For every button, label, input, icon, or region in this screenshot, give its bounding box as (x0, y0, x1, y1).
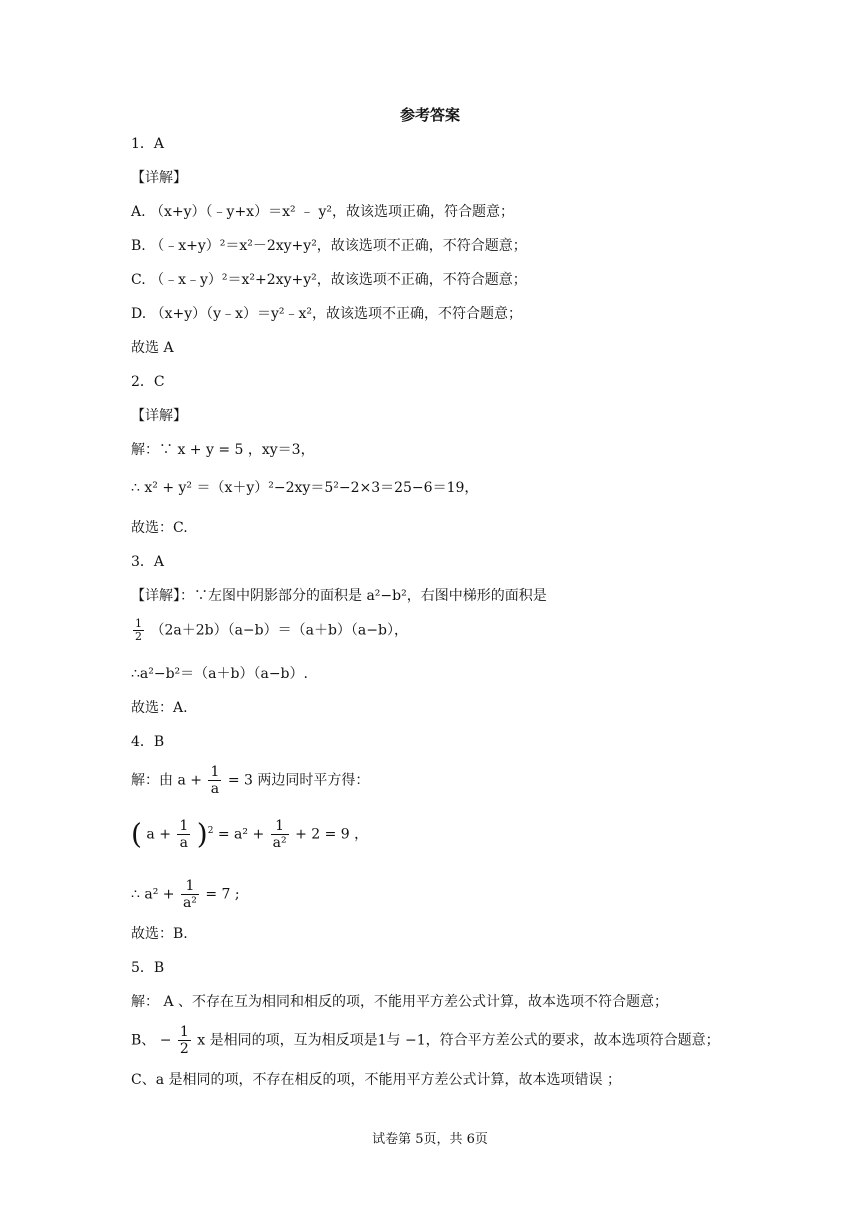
q4-fraction-2: $\frac{1}{a}$ (179, 818, 189, 851)
q4-conclusion: 故选：B. (131, 926, 188, 942)
q4-line-1 (131, 764, 369, 797)
q1-option-c: C. （﹣x﹣y）²＝x²+2xy+y²，故该选项不正确，不符合题意； (131, 272, 527, 288)
q4-answer: 4．B (131, 734, 165, 750)
q1-detail-label: 【详解】 (131, 170, 187, 186)
q2-line-1: 解：∵ x + y = 5 ，xy＝3， (131, 442, 315, 458)
q5-fraction: $\frac{1}{2}$ (179, 1024, 189, 1057)
q4-left-paren: ( (131, 817, 142, 851)
q3-line-2 (131, 618, 408, 643)
q4-line-1-post: = 3 两边同时平方得： (227, 772, 370, 789)
q3-line-1: 【详解】：∵左图中阴影部分的面积是 a²−b²，右图中梯形的面积是 (131, 588, 547, 604)
q4-line-3-end: = 7 ; (205, 886, 240, 903)
q4-line-3-pre: ∴ a² + (131, 886, 175, 903)
q4-line-2-end: + 2 = 9 ， (295, 826, 369, 843)
q4-line-1-pre: 解：由 a + (131, 772, 202, 789)
q1-option-a: A. （x+y）（﹣y+x）＝x² ﹣ y²，故该选项正确，符合题意； (131, 204, 515, 220)
q4-line-2-a: a + (146, 826, 171, 843)
q4-line-2-mid: = a² + (217, 826, 265, 843)
q5-line-3: C、a 是相同的项，不存在相反的项，不能用平方差公式计算，故本选项错误 ； (131, 1072, 621, 1088)
q4-fraction-1: $\frac{1}{a}$ (210, 764, 220, 797)
q3-fraction: $\frac{1}{2}$ (135, 617, 142, 643)
q5-line-1: 解： A 、不存在互为相同和相反的项，不能用平方差公式计算，故本选项不符合题意； (131, 994, 669, 1010)
q2-answer: 2．C (131, 374, 165, 390)
q4-exponent: 2 (207, 825, 214, 836)
q4-right-paren: ) (196, 817, 208, 851)
q2-conclusion: 故选：C. (131, 520, 188, 536)
q4-line-3 (131, 878, 240, 911)
q2-line-2: ∴ x² + y² ＝（x＋y）²−2xy＝5²−2×3＝25−6＝19， (131, 480, 479, 496)
q5-answer: 5．B (131, 960, 165, 976)
q5-line-2 (131, 1024, 720, 1057)
q3-line-3: ∴a²−b²＝（a＋b）（a−b）. (131, 666, 308, 682)
q2-detail-label: 【详解】 (131, 408, 187, 424)
q1-option-b: B. （﹣x+y）²＝x²－2xy+y²，故该选项不正确，不符合题意； (131, 238, 527, 254)
q5-line-2-post: x 是相同的项，互为相反项是1与 −1，符合平方差公式的要求，故本选项符合题意； (197, 1032, 720, 1049)
q5-line-2-pre: B、 − (131, 1032, 172, 1049)
q3-conclusion: 故选：A. (131, 700, 188, 716)
page-title: 参考答案 (399, 106, 460, 124)
q3-line-2-text: （2a＋2b）（a−b）＝（a＋b）（a−b）， (150, 622, 408, 639)
q4-line-2 (131, 818, 368, 851)
q1-conclusion: 故选 A (131, 340, 174, 356)
q4-fraction-3: $\frac{1}{\text{a²}}$ (272, 818, 287, 851)
q4-fraction-4: $\frac{1}{\text{a²}}$ (182, 878, 197, 911)
q1-answer: 1．A (131, 136, 165, 152)
q3-answer: 3．A (131, 554, 165, 570)
page-footer: 试卷第 5页，共 6页 (372, 1132, 488, 1147)
q1-option-d: D. （x+y）（y﹣x）＝y²﹣x²，故该选项不正确，不符合题意； (131, 306, 522, 322)
